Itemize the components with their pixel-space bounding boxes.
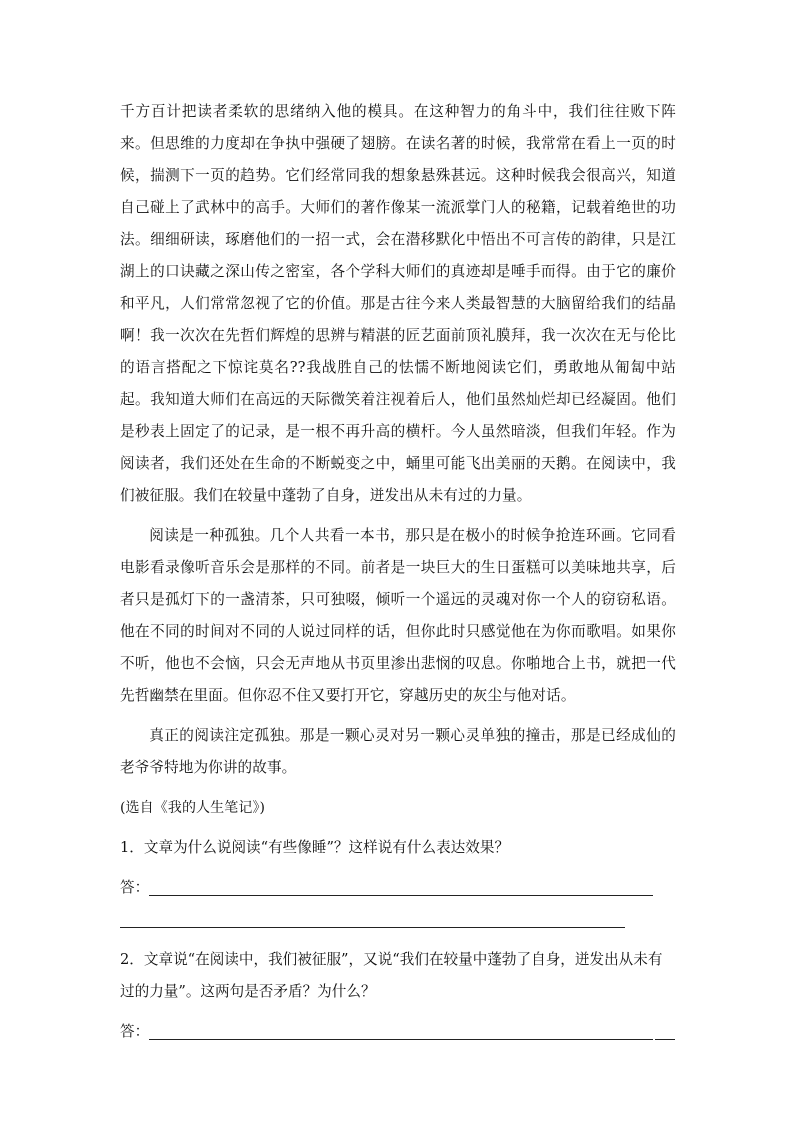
- answer-line-2: [120, 1016, 676, 1048]
- question-1: 1．文章为什么说阅读“有些像睡”？这样说有什么表达效果？: [120, 839, 510, 856]
- source-citation: (选自《我的人生笔记》): [120, 800, 266, 816]
- answer-line-1: [120, 872, 676, 904]
- paragraph-continuation: 千方百计把读者柔软的思绪纳入他的模具。在这种智力的角斗中，我们往往败下阵来。但思维的力度却在争执中强硬了翅膀。在读名著的时候，我常常在看上一页的时候，揣测下一页的趋势。它们经常同我的想象悬殊甚远。这种时候我会很高兴，知道自己碰上了武林中的高手。大师们的著作像某一流派掌门人的秘籍，记载着绝世的功法。细细研读，琢磨他们的一招一式，会在潜移默化中悟出不可言传的韵律，只是江湖上的口诀藏之深山传之密室，各个学科大师们的真迹却是唾手而得。由于它的廉价和平凡，人们常常忽视了它的价值。那是古往今来人类最智慧的大脑留给我们的结晶啊！我一次次在先哲们辉煌的思辨与精湛的匠艺面前顶礼膜拜，我一次次在无与伦比的语言搭配之下惊诧莫名??我战胜自己的怯懦不断地阅读它们，勇敢地从匍匐中站起。我知道大师们在高远的天际微笑着注视着后人，他们虽然灿烂却已经凝固。他们是秒表上固定了的记录，是一根不再升高的横杆。今人虽然暗淡，但我们年轻。作为阅读者，我们还处在生命的不断蜕变之中，蛹里可能飞出美丽的天鹅。在阅读中，我们被征服。我们在较量中蓬勃了自身，迸发出从未有过的力量。: [120, 103, 676, 504]
- paragraph-solitude: 阅读是一种孤独。几个人共看一本书，那只是在极小的时候争抢连环画。它同看电影看录像听音乐会是那样的不同。前者是一块巨大的生日蛋糕可以美味地共享，后者只是孤灯下的一盏清茶，只可独啜，倾听一个遥远的灵魂对你一个人的窃窃私语。他在不同的时间对不同的人说过同样的话，但你此时只感觉他在为你而歌唱。如果你不听，他也不会恼，只会无声地从书页里渗出悲悯的叹息。你啪地合上书，就把一代先哲幽禁在里面。但你忍不住又要打开它，穿越历史的灰尘与他对话。: [120, 527, 676, 704]
- answer-label-2: 答：: [120, 1023, 150, 1040]
- paragraph-true-reading: 真正的阅读注定孤独。那是一颗心灵对另一颗心灵单独的撞击，那是已经成仙的老爷爷特地为你讲的故事。: [120, 727, 676, 776]
- answer-blank-2[interactable]: [149, 1019, 653, 1040]
- answer-blank-1[interactable]: [149, 875, 653, 896]
- answer-blank-2-tail[interactable]: [655, 1019, 675, 1040]
- answer-blank-1b[interactable]: [120, 907, 625, 928]
- answer-line-1b: [120, 904, 676, 936]
- question-2: 2．文章说“在阅读中，我们被征服”，又说“我们在较量中蓬勃了自身，迸发出从未有过的力量”。这两句是否矛盾？为什么？: [120, 951, 663, 1000]
- answer-label-1: 答：: [120, 879, 150, 896]
